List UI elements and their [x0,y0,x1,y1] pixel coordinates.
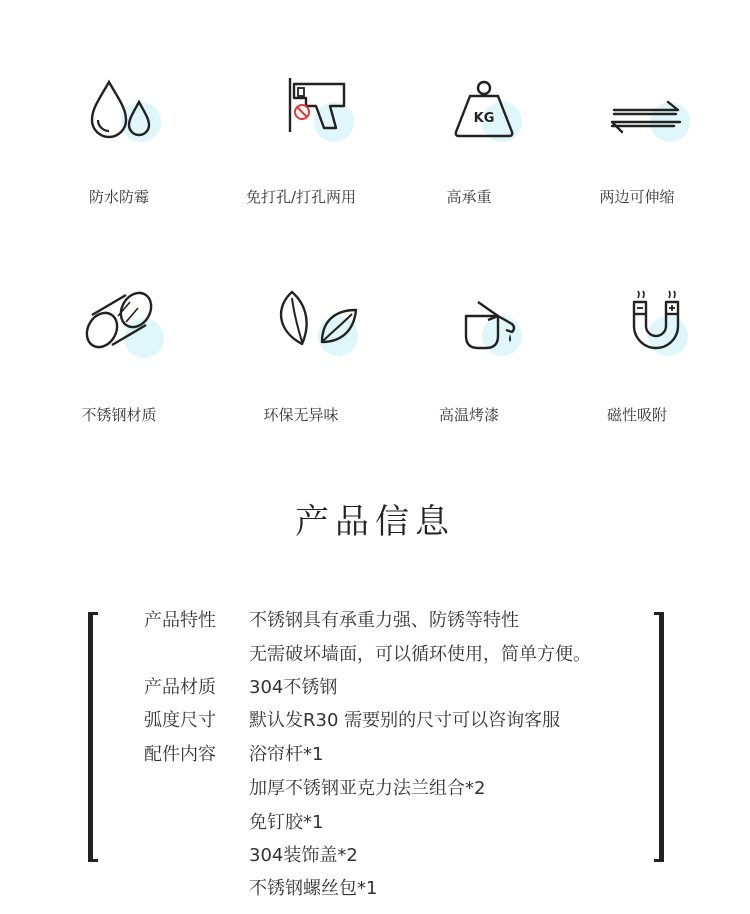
info-val-part: 浴帘杆*1 [249,744,324,765]
feature-magnetic [562,288,712,424]
paint-bucket-icon [414,288,524,378]
feature-eco [226,288,376,424]
info-val-part: 免钉胶*1 [249,812,324,833]
info-key-feature: 产品特性 [144,610,216,631]
magnet-icon [582,288,692,378]
bracket-left [88,612,98,862]
feature-no-drill [226,70,376,206]
info-val-size: 默认发R30 需要别的尺寸可以咨询客服 [249,710,561,731]
info-val-feature-line2: 无需破坏墙面，可以循环使用，简单方便。 [249,644,591,665]
feature-label: 不锈钢材质 [81,406,157,424]
feature-baking-paint [394,288,544,424]
bracket-right [654,612,664,862]
feature-stainless [44,288,194,424]
drill-icon [246,70,356,160]
info-val-material: 304不锈钢 [249,677,338,698]
info-val-part: 加厚不锈钢亚克力法兰组合*2 [249,778,486,799]
feature-extendable [562,70,712,206]
info-key-material: 产品材质 [144,677,216,698]
info-key-parts: 配件内容 [144,744,216,765]
feature-label: 免打孔/打孔两用 [245,188,357,206]
info-val-feature-line1: 不锈钢具有承重力强、防锈等特性 [249,610,519,631]
feature-waterproof [44,70,194,206]
double-arrow-icon [582,70,692,160]
weight-kg-icon [414,70,524,160]
feature-label: 高承重 [446,188,492,206]
info-val-part: 不锈钢螺丝包*1 [249,878,378,899]
water-drops-icon [64,70,174,160]
info-val-part: 304装饰盖*2 [249,845,358,866]
feature-high-load [394,70,544,206]
feature-label: 高温烤漆 [438,406,499,424]
feature-label: 磁性吸附 [606,406,667,424]
steel-rod-icon [64,288,174,378]
info-key-size: 弧度尺寸 [144,710,216,731]
weight-text: KG [473,111,495,126]
section-title: 产品信息 [295,502,455,542]
feature-label: 防水防霉 [88,188,149,206]
feature-label: 两边可伸缩 [599,188,675,206]
feature-label: 环保无异味 [263,406,339,424]
leaves-icon [246,288,356,378]
